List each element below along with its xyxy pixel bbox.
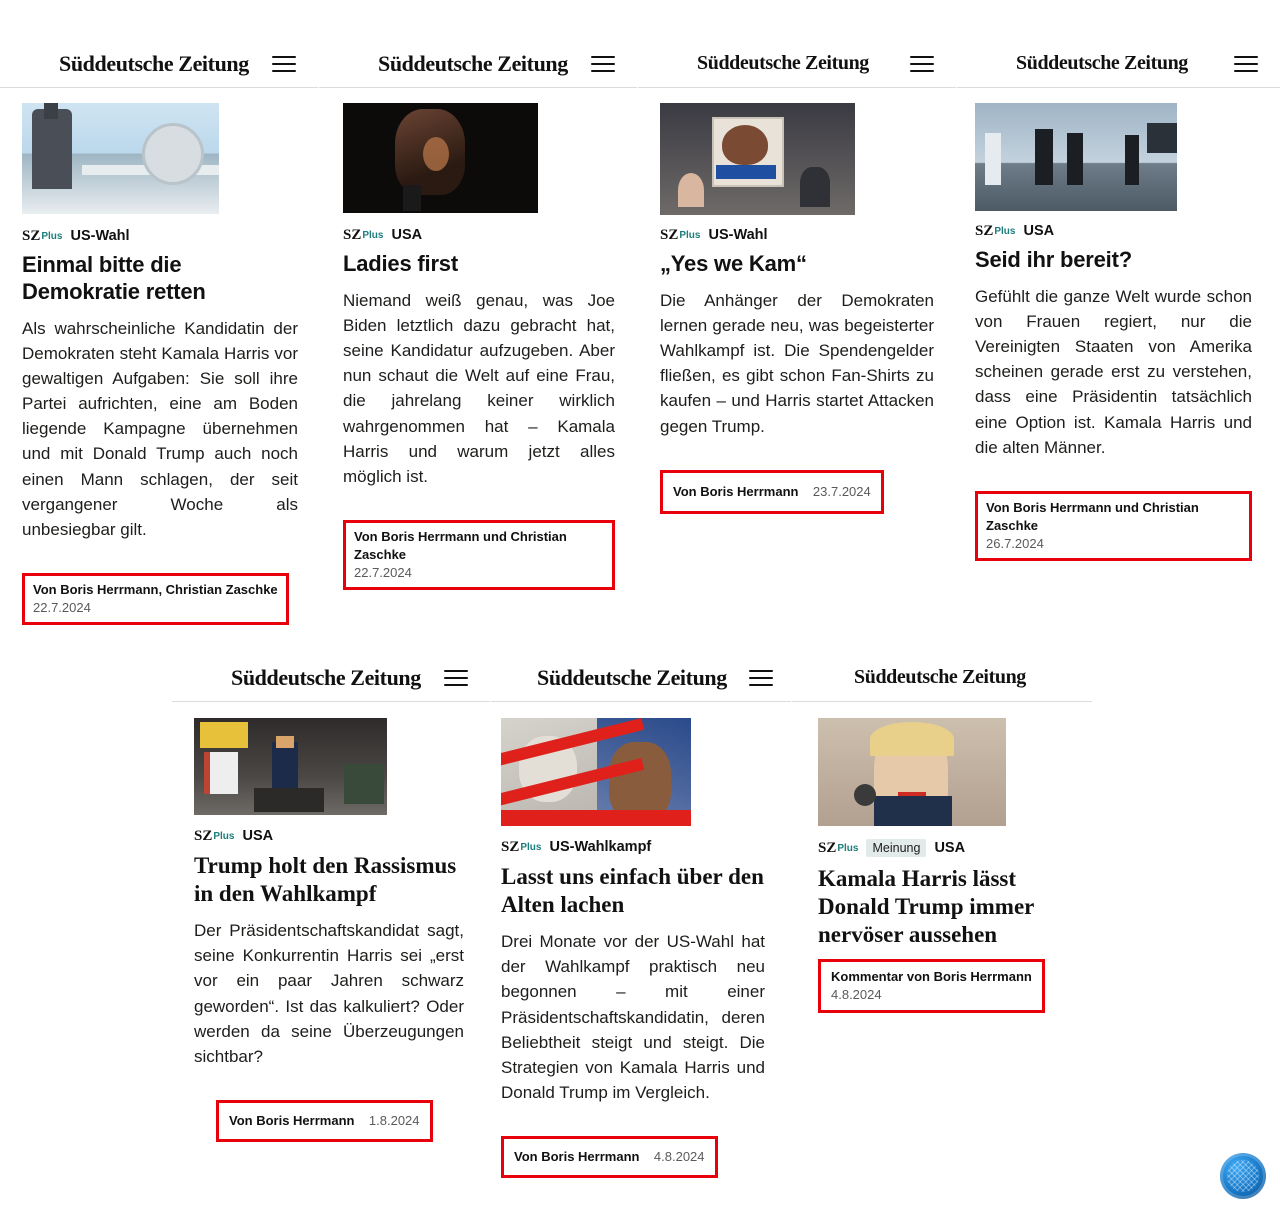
byline-date: 4.8.2024 [653, 1149, 705, 1165]
kicker-row [818, 839, 1066, 857]
article-teaser: Als wahrscheinliche Kandidatin der Demokraten steht Kamala Harris vor gewaltigen Aufgaben: Sie soll ihre Partei aufrichten, eine am Boden liegende Kampagne übernehmen und mit Donald Trump auch noch einen Mann schlagen, der seit vergangener Woche als unbesiegbar gilt. [22, 318, 298, 539]
byline-date: 22.7.2024 [33, 600, 91, 616]
article-teaser: Drei Monate vor der US-Wahl hat der Wahlkampf praktisch neu begonnen – mit einer Präsidentschaftskandidatin, deren Beliebtheit steigt und steigt. Die Strategien von Kamala Harris und Donald Trump im Vergleich. [501, 932, 765, 1103]
byline-date: 1.8.2024 [368, 1113, 420, 1129]
masthead-logo[interactable]: Süddeutsche Zeitung [231, 664, 421, 690]
kicker-row [501, 839, 765, 855]
article-thumbnail [22, 103, 219, 214]
article-kicker: US-Wahlkampf [549, 839, 652, 855]
article-thumbnail [343, 103, 538, 213]
article-kicker: USA [1023, 223, 1055, 239]
card-header [638, 40, 956, 88]
article-kicker: USA [391, 227, 423, 243]
article-teaser: Gefühlt die ganze Welt wurde schon von Frauen regiert, nur die Vereinigten Staaten von Amerika scheinen gerade erst zu verstehen, dass eine Präsidentin tatsächlich eine Option ist. Kamala Harris und die alten Männer. [975, 286, 1252, 457]
article-kicker: US-Wahl [708, 227, 768, 243]
article-thumbnail [660, 103, 855, 215]
kicker-row [194, 828, 464, 844]
article-thumbnail [194, 718, 387, 815]
masthead-logo[interactable]: Süddeutsche Zeitung [697, 52, 869, 74]
masthead-logo[interactable]: Süddeutsche Zeitung [1016, 52, 1188, 74]
card-header [792, 654, 1092, 702]
byline-author: Von Boris Herrmann [514, 1149, 640, 1165]
article-card[interactable] [957, 40, 1280, 561]
byline-box [818, 959, 1045, 1013]
sz-round-logo-icon [1220, 1153, 1266, 1199]
article-headline[interactable]: Einmal bitte die Demokratie retten [22, 252, 206, 304]
article-kicker: USA [934, 840, 966, 856]
kicker-row [343, 227, 615, 243]
kicker-row [975, 223, 1252, 239]
opinion-tag: Meinung [866, 839, 926, 857]
article-card[interactable] [0, 40, 318, 625]
byline-date: 22.7.2024 [354, 565, 412, 581]
byline-author: Von Boris Herrmann [229, 1113, 355, 1129]
article-thumbnail [818, 718, 1006, 826]
card-header [172, 654, 490, 702]
sz-plus-badge: SZ Plus [975, 222, 1016, 239]
article-teaser: Niemand weiß genau, was Joe Biden letztlich dazu gebracht hat, seine Kandidatur aufzugeben. Aber nun schaut die Welt auf eine Frau, die jahrelang keiner wirklich wahrgenommen hat – Kamala Harris und warum jetzt alles möglich ist. [343, 290, 615, 486]
sz-plus-badge: SZ Plus [501, 838, 542, 855]
article-headline[interactable]: Kamala Harris lässt Donald Trump immer nervöser aussehen [818, 866, 1034, 948]
masthead-logo[interactable]: Süddeutsche Zeitung [537, 664, 727, 690]
article-kicker: US-Wahl [70, 228, 130, 244]
article-headline[interactable]: Lasst uns einfach über den Alten lachen [501, 864, 764, 918]
kicker-row [660, 227, 934, 243]
byline-date: 4.8.2024 [831, 987, 882, 1003]
article-card[interactable] [638, 40, 956, 514]
byline-box [975, 491, 1252, 561]
byline-author: Von Boris Herrmann und Christian Zaschke [986, 499, 1199, 533]
byline-box [22, 573, 289, 625]
masthead-logo[interactable]: Süddeutsche Zeitung [854, 666, 1026, 688]
byline-box [501, 1136, 718, 1178]
byline-date: 26.7.2024 [986, 535, 1044, 551]
byline-box [216, 1100, 433, 1142]
hamburger-menu-icon[interactable] [444, 665, 468, 691]
masthead-logo[interactable]: Süddeutsche Zeitung [378, 50, 568, 76]
article-headline[interactable]: Seid ihr bereit? [975, 247, 1132, 272]
sz-plus-badge: SZ Plus [818, 839, 859, 856]
hamburger-menu-icon[interactable] [591, 51, 615, 77]
card-header [957, 40, 1280, 88]
hamburger-menu-icon[interactable] [749, 665, 773, 691]
article-thumbnail [975, 103, 1177, 211]
card-header [0, 40, 318, 88]
article-headline[interactable]: Ladies first [343, 251, 458, 276]
card-header [319, 40, 637, 88]
byline-date: 23.7.2024 [812, 483, 871, 499]
article-kicker: USA [242, 828, 274, 844]
article-card[interactable] [319, 40, 637, 590]
byline-author: Von Boris Herrmann [673, 483, 799, 499]
kicker-row [22, 228, 298, 244]
hamburger-menu-icon[interactable] [1234, 51, 1258, 77]
article-card[interactable] [792, 654, 1092, 1013]
byline-box [343, 520, 615, 590]
sz-plus-badge: SZ Plus [660, 226, 701, 243]
byline-box [660, 470, 884, 514]
sz-plus-badge: SZ Plus [22, 227, 63, 244]
card-header [491, 654, 791, 702]
sz-plus-badge: SZ Plus [343, 226, 384, 243]
article-headline[interactable]: Trump holt den Rassismus in den Wahlkampf [194, 853, 457, 907]
byline-author: Von Boris Herrmann, Christian Zaschke [33, 582, 278, 598]
byline-author: Kommentar von Boris Herrmann [831, 969, 1032, 985]
article-headline[interactable]: „Yes we Kam“ [660, 251, 807, 276]
sz-plus-badge: SZ Plus [194, 827, 235, 844]
hamburger-menu-icon[interactable] [910, 51, 934, 77]
article-card[interactable] [491, 654, 791, 1178]
hamburger-menu-icon[interactable] [272, 51, 296, 77]
article-card[interactable] [172, 654, 490, 1142]
masthead-logo[interactable]: Süddeutsche Zeitung [59, 50, 249, 76]
article-thumbnail [501, 718, 691, 826]
article-teaser: Die Anhänger der Demokraten lernen gerade neu, was begeisterter Wahlkampf ist. Die Spendengelder fließen, es gibt schon Fan-Shirts zu kaufen – und Harris startet Attacken gegen Trump. [660, 290, 934, 436]
byline-author: Von Boris Herrmann und Christian Zaschke [354, 529, 567, 563]
article-teaser: Der Präsidentschaftskandidat sagt, seine Konkurrentin Harris sei „erst vor ein paar Jahren schwarz geworden“. Ist das kalkuliert? Oder werden da seine Überzeugungen sichtbar? [194, 921, 464, 1066]
